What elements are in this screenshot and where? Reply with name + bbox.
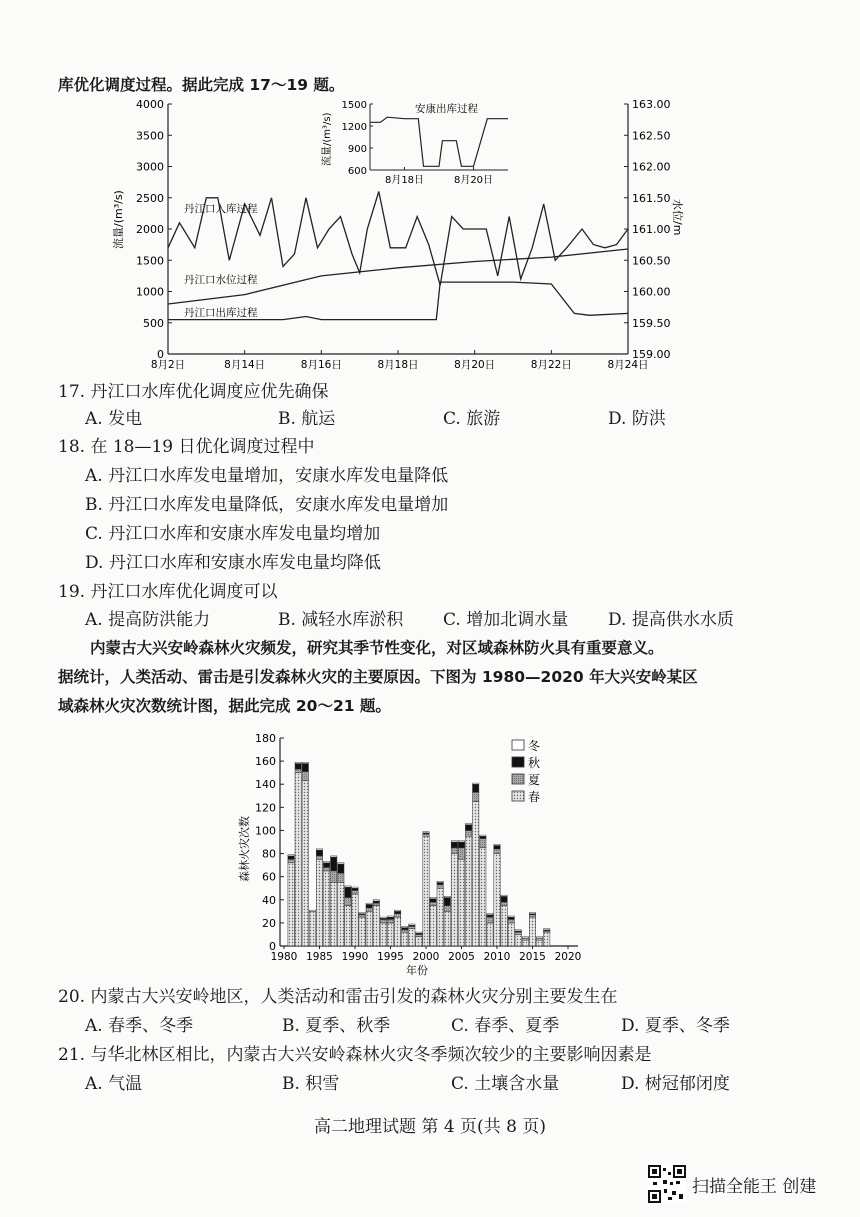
- bar-segment: [387, 916, 393, 917]
- y-tick-label: 20: [262, 916, 276, 930]
- forest-fire-chart: [228, 728, 608, 980]
- x-tick-label: 8月18日: [377, 359, 419, 371]
- bar-segment: [373, 900, 379, 901]
- x-tick-label: 1985: [306, 951, 333, 963]
- bar-segment: [394, 917, 400, 946]
- bar-segment: [430, 898, 436, 899]
- bar-segment: [508, 916, 514, 917]
- y-tick-label: 140: [255, 778, 276, 792]
- bar-segment: [430, 902, 436, 906]
- inset-x-tick-label: 8月20日: [453, 175, 494, 186]
- left-tick-label: 2000: [136, 223, 164, 236]
- x-axis-title: 年份: [406, 964, 428, 977]
- x-tick-label: 2000: [412, 951, 440, 963]
- q20-option-b[interactable]: B. 夏季、秋季: [282, 1016, 391, 1036]
- inset-tick-label: 1500: [341, 100, 367, 111]
- bar-segment: [473, 792, 479, 801]
- bar-segment: [451, 842, 457, 848]
- bar-segment: [451, 841, 457, 842]
- q18-option-a[interactable]: A. 丹江口水库发电量增加，安康水库发电量降低: [85, 466, 449, 486]
- bar-segment: [522, 940, 528, 946]
- passage2-line3: 域森林火灾次数统计图，据此完成 20～21 题。: [58, 697, 391, 715]
- bar-segment: [352, 891, 358, 895]
- bar-segment: [295, 769, 301, 773]
- legend-swatch: [512, 774, 524, 784]
- bar-segment: [465, 830, 471, 836]
- inset-tick-label: 900: [347, 144, 367, 155]
- y-tick-label: 100: [255, 824, 276, 838]
- bar-segment: [359, 915, 365, 917]
- intro-tail: 库优化调度过程。据此完成 17～19 题。: [58, 76, 345, 94]
- bar-segment: [366, 904, 372, 908]
- bar-segment: [515, 934, 521, 946]
- bar-segment: [302, 781, 308, 946]
- bar-segment: [487, 915, 493, 917]
- bar-segment: [352, 894, 358, 946]
- q21-option-b[interactable]: B. 积雪: [282, 1074, 340, 1094]
- page-footer: 高二地理试题 第 4 页(共 8 页): [314, 1117, 546, 1137]
- x-tick-label: 8月14日: [224, 359, 266, 371]
- q19-option-d[interactable]: D. 提高供水水质: [608, 610, 734, 630]
- bar-segment: [480, 839, 486, 848]
- y-tick-label: 40: [262, 893, 276, 907]
- q18-option-b[interactable]: B. 丹江口水库发电量降低，安康水库发电量增加: [85, 495, 449, 515]
- bar-segment: [288, 856, 294, 860]
- q20-option-a[interactable]: A. 春季、冬季: [85, 1016, 194, 1036]
- x-tick-label: 8月20日: [454, 359, 496, 371]
- series-label: 丹江口水位过程: [184, 274, 258, 286]
- bar-segment: [423, 832, 429, 833]
- bar-segment: [444, 896, 450, 897]
- bar-segment: [380, 919, 386, 923]
- bar-segment: [444, 898, 450, 906]
- inset-x-tick-label: 8月18日: [384, 175, 425, 186]
- bar-segment: [423, 836, 429, 946]
- bar-segment: [544, 932, 550, 946]
- bar-segment: [458, 848, 464, 860]
- right-tick-label: 162.00: [632, 160, 671, 174]
- q19-option-a[interactable]: A. 提高防洪能力: [85, 610, 211, 630]
- q17-option-d[interactable]: D. 防洪: [608, 409, 666, 429]
- legend-swatch: [512, 791, 524, 801]
- y-tick-label: 120: [255, 801, 276, 815]
- bar-segment: [331, 856, 337, 857]
- bar-segment: [544, 929, 550, 930]
- q19-option-b[interactable]: B. 减轻水库淤积: [278, 610, 404, 630]
- bar-segment: [409, 924, 415, 925]
- legend-swatch: [512, 740, 524, 750]
- legend-label: 冬: [528, 739, 541, 753]
- bar-segment: [309, 910, 315, 911]
- left-tick-label: 3500: [136, 129, 164, 143]
- bar-segment: [323, 867, 329, 871]
- left-tick-label: 3000: [136, 160, 164, 174]
- bar-segment: [323, 863, 329, 868]
- bar-segment: [402, 930, 408, 932]
- bar-segment: [480, 848, 486, 946]
- legend-label: 秋: [528, 756, 541, 770]
- q17-option-c[interactable]: C. 旅游: [443, 409, 501, 429]
- bar-segment: [373, 906, 379, 946]
- bar-segment: [409, 929, 415, 946]
- bar-segment: [302, 763, 308, 771]
- q18-option-c[interactable]: C. 丹江口水库和安康水库发电量均增加: [85, 524, 381, 544]
- reservoir-flow-chart: [100, 90, 684, 380]
- bar-segment: [316, 856, 322, 860]
- bar-segment: [473, 783, 479, 784]
- right-axis-title: 水位/m: [671, 199, 684, 236]
- bar-segment: [295, 762, 301, 763]
- bar-segment: [451, 848, 457, 854]
- series-label: 丹江口出库过程: [184, 307, 258, 319]
- bar-segment: [480, 835, 486, 836]
- bar-segment: [437, 881, 443, 882]
- bar-segment: [402, 932, 408, 946]
- bar-segment: [473, 802, 479, 946]
- bar-segment: [515, 930, 521, 931]
- right-tick-label: 162.50: [632, 129, 671, 143]
- bar-segment: [501, 902, 507, 906]
- inset-tick-label: 600: [347, 166, 367, 177]
- bar-segment: [338, 882, 344, 946]
- q19-stem: 19. 丹江口水库优化调度可以: [58, 582, 278, 602]
- q17-option-b[interactable]: B. 航运: [278, 409, 336, 429]
- bar-segment: [529, 913, 535, 914]
- bar-segment: [331, 882, 337, 946]
- q20-option-c[interactable]: C. 春季、夏季: [451, 1016, 560, 1036]
- left-tick-label: 500: [143, 316, 164, 330]
- bar-segment: [352, 887, 358, 888]
- right-tick-label: 160.50: [632, 254, 671, 268]
- bar-segment: [402, 926, 408, 927]
- bar-segment: [366, 908, 372, 912]
- bar-segment: [387, 919, 393, 923]
- bar-segment: [437, 885, 443, 889]
- bar-segment: [345, 898, 351, 906]
- x-tick-label: 8月24日: [607, 359, 649, 371]
- inset-y-title: 流量/(m³/s): [322, 112, 333, 166]
- bar-segment: [494, 846, 500, 850]
- bar-segment: [494, 854, 500, 946]
- bar-segment: [394, 910, 400, 911]
- x-tick-label: 1990: [341, 951, 369, 963]
- bar-segment: [416, 937, 422, 946]
- q21-option-a[interactable]: A. 气温: [85, 1074, 143, 1094]
- bar-segment: [444, 906, 450, 912]
- y-tick-label: 0: [269, 940, 276, 953]
- bar-segment: [501, 906, 507, 946]
- bar-segment: [529, 915, 535, 917]
- right-tick-label: 159.00: [632, 348, 671, 361]
- x-tick-label: 2005: [448, 951, 475, 963]
- bar-segment: [345, 887, 351, 897]
- q21-stem: 21. 与华北林区相比，内蒙古大兴安岭森林火灾冬季频次较少的主要影响因素是: [58, 1045, 652, 1065]
- y-axis-title: 森林火灾次数: [238, 816, 251, 882]
- bar-segment: [338, 864, 344, 873]
- left-tick-label: 0: [157, 348, 164, 361]
- bar-segment: [380, 923, 386, 946]
- y-tick-label: 60: [262, 870, 276, 884]
- bar-segment: [501, 895, 507, 896]
- bar-segment: [359, 917, 365, 946]
- bar-segment: [387, 923, 393, 946]
- left-tick-label: 4000: [136, 98, 164, 111]
- left-tick-label: 1500: [136, 254, 164, 268]
- bar-segment: [487, 914, 493, 915]
- bar-segment: [437, 888, 443, 946]
- bar-segment: [487, 917, 493, 923]
- bar-segment: [416, 932, 422, 933]
- bar-segment: [338, 863, 344, 864]
- bar-segment: [458, 859, 464, 946]
- left-tick-label: 1000: [136, 285, 164, 299]
- q21-option-c[interactable]: C. 土壤含水量: [451, 1074, 560, 1094]
- x-tick-label: 8月2日: [150, 359, 186, 371]
- q20-stem: 20. 内蒙古大兴安岭地区，人类活动和雷击引发的森林火灾分别主要发生在: [58, 987, 618, 1007]
- bar-segment: [458, 842, 464, 848]
- bar-segment: [394, 914, 400, 918]
- q18-stem: 18. 在 18—19 日优化调度过程中: [58, 437, 315, 457]
- bar-segment: [373, 903, 379, 905]
- bar-segment: [380, 917, 386, 918]
- brand-watermark: 扫描全能王 创建: [692, 1177, 817, 1197]
- bar-segment: [338, 873, 344, 882]
- inset-series-line: [370, 117, 508, 166]
- right-tick-label: 160.00: [632, 285, 671, 299]
- y-tick-label: 180: [255, 732, 276, 745]
- bar-segment: [494, 844, 500, 845]
- bar-segment: [487, 923, 493, 946]
- legend-label: 夏: [528, 773, 541, 787]
- bar-segment: [465, 836, 471, 946]
- left-axis-title: 流量/(m³/s): [112, 190, 125, 249]
- q20-option-d[interactable]: D. 夏季、冬季: [621, 1016, 730, 1036]
- bar-segment: [316, 850, 322, 856]
- bar-segment: [288, 859, 294, 863]
- bar-segment: [366, 903, 372, 904]
- bar-segment: [522, 937, 528, 938]
- bar-segment: [302, 772, 308, 781]
- left-tick-label: 2500: [136, 191, 164, 205]
- bar-segment: [323, 862, 329, 863]
- legend-label: 春: [528, 790, 541, 804]
- bar-segment: [494, 849, 500, 854]
- series-label: 丹江口入库过程: [184, 203, 258, 215]
- inset-tick-label: 1200: [341, 122, 367, 133]
- y-tick-label: 80: [262, 847, 276, 861]
- right-tick-label: 161.00: [632, 223, 671, 236]
- bar-segment: [458, 841, 464, 842]
- right-tick-label: 161.50: [632, 191, 671, 205]
- bar-segment: [302, 762, 308, 763]
- bar-segment: [536, 937, 542, 938]
- bar-segment: [529, 917, 535, 946]
- right-tick-label: 159.50: [632, 316, 671, 330]
- y-tick-label: 160: [255, 755, 276, 769]
- x-tick-label: 8月22日: [530, 359, 572, 371]
- right-tick-label: 163.00: [632, 98, 671, 111]
- bar-segment: [444, 911, 450, 946]
- passage2-line1: 内蒙古大兴安岭森林火灾频发，研究其季节性变化，对区域森林防火具有重要意义。: [90, 639, 664, 657]
- bar-segment: [366, 911, 372, 946]
- bar-segment: [345, 886, 351, 887]
- q17-stem: 17. 丹江口水库优化调度应优先确保: [58, 382, 329, 402]
- bar-segment: [295, 773, 301, 946]
- x-tick-label: 2010: [483, 951, 511, 963]
- passage2-line2: 据统计，人类活动、雷击是引发森林火灾的主要原因。下图为 1980—2020 年大兴安岭某区: [58, 668, 698, 686]
- x-tick-label: 8月16日: [300, 359, 342, 371]
- bar-segment: [295, 763, 301, 769]
- x-tick-label: 1980: [270, 951, 298, 963]
- bar-segment: [501, 896, 507, 902]
- x-tick-label: 2020: [554, 951, 582, 963]
- bar-segment: [359, 913, 365, 914]
- bar-segment: [288, 855, 294, 856]
- bar-segment: [430, 899, 436, 903]
- q21-option-d[interactable]: D. 树冠郁闭度: [621, 1074, 730, 1094]
- bar-segment: [430, 906, 436, 946]
- bar-segment: [508, 923, 514, 946]
- bar-segment: [409, 926, 415, 928]
- bar-segment: [451, 854, 457, 946]
- q17-option-a[interactable]: A. 发电: [85, 409, 143, 429]
- bar-segment: [331, 857, 337, 871]
- bar-segment: [465, 824, 471, 825]
- bar-segment: [508, 919, 514, 923]
- bar-segment: [473, 784, 479, 792]
- bar-segment: [536, 940, 542, 946]
- q18-option-d[interactable]: D. 丹江口水库和安康水库发电量均降低: [85, 553, 381, 573]
- qr-code-icon: [648, 1165, 686, 1203]
- inset-title: 安康出库过程: [415, 103, 478, 115]
- legend-swatch: [512, 757, 524, 767]
- bar-segment: [288, 863, 294, 946]
- bar-segment: [316, 859, 322, 946]
- bar-segment: [465, 825, 471, 831]
- bar-segment: [309, 911, 315, 946]
- bar-segment: [331, 871, 337, 883]
- x-tick-label: 2015: [519, 951, 546, 963]
- bar-segment: [345, 906, 351, 946]
- x-tick-label: 1995: [377, 951, 404, 963]
- q19-option-c[interactable]: C. 增加北调水量: [443, 610, 569, 630]
- bar-segment: [316, 849, 322, 850]
- bar-segment: [323, 871, 329, 946]
